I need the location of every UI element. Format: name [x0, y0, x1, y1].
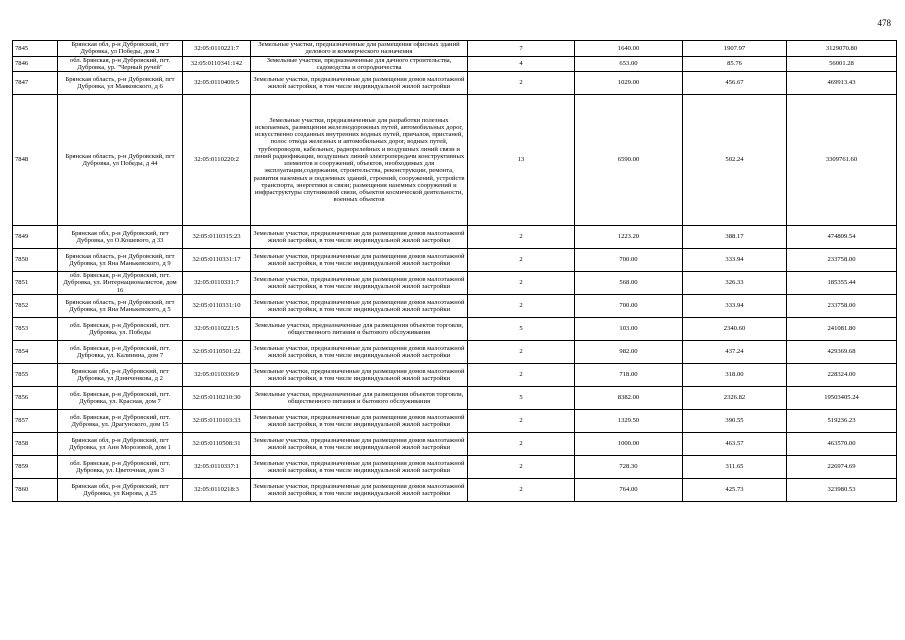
cadastral-value-cell: 185355.44 — [787, 272, 897, 295]
table-row — [13, 226, 897, 249]
cadastral-value-cell: 3129070.80 — [787, 41, 897, 57]
category-cell: 5 — [468, 387, 575, 410]
address-cell: Брянская обл, р-н Дубровский, пгт Дубровка, ул Кирова, д 25 — [58, 479, 183, 502]
row-number-cell: 7858 — [13, 433, 58, 456]
category-cell: 4 — [468, 56, 575, 72]
cadastral-value-cell: 323980.53 — [787, 479, 897, 502]
land-registry-table — [12, 40, 897, 502]
land-use-cell: Земельные участки, предназначенные для дачного строительства, садоводства и огородничества — [251, 56, 468, 72]
category-cell: 2 — [468, 433, 575, 456]
area-cell: 982.00 — [575, 341, 683, 364]
address-cell: Брянская область, р-н Дубровский, пгт Дубровка, ул Яна Манькевского, д 5 — [58, 295, 183, 318]
land-use-cell: Земельные участки, предназначенные для размещения объектов торговли, общественного питания и бытового обслуживания — [251, 318, 468, 341]
table-body — [13, 41, 897, 502]
table-row — [13, 72, 897, 95]
row-number-cell: 7845 — [13, 41, 58, 57]
land-use-cell: Земельные участки, предназначенные для размещения домов малоэтажной жилой застройки, в том числе индивидуальной жилой застройки — [251, 364, 468, 387]
unit-value-cell: 2326.82 — [683, 387, 787, 410]
cadastral-number-cell: 32:05:0110218:3 — [183, 479, 251, 502]
land-use-cell: Земельные участки, предназначенные для размещения домов малоэтажной жилой застройки, в том числе индивидуальной жилой застройки — [251, 433, 468, 456]
cadastral-value-cell: 233758.00 — [787, 295, 897, 318]
land-use-cell: Земельные участки, предназначенные для размещения домов малоэтажной жилой застройки, в том числе индивидуальной жилой застройки — [251, 341, 468, 364]
land-use-cell: Земельные участки, предназначенные для размещения домов малоэтажной жилой застройки, в том числе индивидуальной жилой застройки — [251, 226, 468, 249]
unit-value-cell: 388.17 — [683, 226, 787, 249]
cadastral-number-cell: 32:05:0110501:22 — [183, 341, 251, 364]
land-use-cell: Земельные участки, предназначенные для размещения домов малоэтажной жилой застройки, в том числе индивидуальной жилой застройки — [251, 479, 468, 502]
category-cell: 2 — [468, 364, 575, 387]
land-use-cell: Земельные участки, предназначенные для размещения объектов торговли, общественного питания и бытового обслуживания — [251, 387, 468, 410]
category-cell: 5 — [468, 318, 575, 341]
address-cell: Брянская обл, р-н Дубровский, пгт Дубровка, ул Дзинченкова, д 2 — [58, 364, 183, 387]
cadastral-number-cell: 32:05:0110331:17 — [183, 249, 251, 272]
cadastral-value-cell: 469913.43 — [787, 72, 897, 95]
area-cell: 6590.00 — [575, 95, 683, 226]
area-cell: 1029.00 — [575, 72, 683, 95]
cadastral-value-cell: 429369.68 — [787, 341, 897, 364]
address-cell: обл. Брянская, р-н Дубровский, пгт. Дубровка, ул. Красная, дом 7 — [58, 387, 183, 410]
category-cell: 2 — [468, 410, 575, 433]
category-cell: 2 — [468, 249, 575, 272]
area-cell: 103.00 — [575, 318, 683, 341]
cadastral-number-cell: 32:05:0110220:2 — [183, 95, 251, 226]
cadastral-value-cell: 228324.00 — [787, 364, 897, 387]
address-cell: Брянская область, р-н Дубровский, пгт Дубровка, ул Яна Манькевского, д 9 — [58, 249, 183, 272]
cadastral-value-cell: 3309761.60 — [787, 95, 897, 226]
page-number: 478 — [877, 18, 891, 28]
category-cell: 2 — [468, 226, 575, 249]
cadastral-number-cell: 32:05:0110331:10 — [183, 295, 251, 318]
cadastral-number-cell: 32:05:0110221:5 — [183, 318, 251, 341]
row-number-cell: 7853 — [13, 318, 58, 341]
land-use-cell: Земельные участки, предназначенные для размещения домов малоэтажной жилой застройки, в том числе индивидуальной жилой застройки — [251, 272, 468, 295]
unit-value-cell: 333.94 — [683, 249, 787, 272]
land-use-cell: Земельные участки, предназначенные для размещения домов малоэтажной жилой застройки, в том числе индивидуальной жилой застройки — [251, 72, 468, 95]
table-row — [13, 387, 897, 410]
land-use-cell: Земельные участки, предназначенные для размещения домов малоэтажной жилой застройки, в том числе индивидуальной жилой застройки — [251, 456, 468, 479]
category-cell: 2 — [468, 456, 575, 479]
address-cell: обл. Брянская, р-н Дубровский, пгт. Дубровка, ул. Цветочная, дом 3 — [58, 456, 183, 479]
address-cell: Брянская обл, р-н Дубровский, пгт Дубровка, ул О.Кошевого, д 33 — [58, 226, 183, 249]
land-use-cell: Земельные участки, предназначенные для размещения домов малоэтажной жилой застройки, в том числе индивидуальной жилой застройки — [251, 249, 468, 272]
cadastral-value-cell: 474809.54 — [787, 226, 897, 249]
table-row — [13, 95, 897, 226]
table-row — [13, 41, 897, 57]
row-number-cell: 7846 — [13, 56, 58, 72]
land-use-cell: Земельные участки, предназначенные для разработки полезных ископаемых, размещения железнодорожных путей, автомобильных дорог, искусственно созданных внутренних водных путей, причалов, пристаней, полос отвода железных и автомобильных дорог, водных путей, трубопроводов, кабельных, радиорелейных и воздушных линий связи и линий радиофикации, воздушных линий электропередачи конструктивных элементов и сооружений, объектов, необходимых для эксплуатации,содержания, строительства, реконструкции, ремонта, развития наземных и подземных зданий, строений, сооружений, устройств транспорта, энергетики и связи; размещения наземных сооружений и инфраструктуры спутниковой связи, объектов космической деятельности, военных объектов — [251, 95, 468, 226]
cadastral-number-cell: 32:05:0110210:30 — [183, 387, 251, 410]
address-cell: обл. Брянская, р-н Дубровский, пгт. Дубровка, ул. Калинина, дом 7 — [58, 341, 183, 364]
area-cell: 1223.20 — [575, 226, 683, 249]
category-cell: 2 — [468, 479, 575, 502]
table-row — [13, 456, 897, 479]
cadastral-number-cell: 32:05:0110337:1 — [183, 456, 251, 479]
unit-value-cell: 1907.97 — [683, 41, 787, 57]
row-number-cell: 7852 — [13, 295, 58, 318]
address-cell: Брянская область, р-н Дубровский, пгт Дубровка, ул Победы, д 44 — [58, 95, 183, 226]
area-cell: 764.00 — [575, 479, 683, 502]
land-use-cell: Земельные участки, предназначенные для размещения офисных зданий делового и коммерческого назначения — [251, 41, 468, 57]
category-cell: 2 — [468, 272, 575, 295]
unit-value-cell: 333.94 — [683, 295, 787, 318]
cadastral-number-cell: 32:05:0110221:7 — [183, 41, 251, 57]
unit-value-cell: 85.76 — [683, 56, 787, 72]
address-cell: обл. Брянская, р-н Дубровский, пгт. Дубровка, ур. "Черный ручей" — [58, 56, 183, 72]
area-cell: 1640.00 — [575, 41, 683, 57]
table-row — [13, 318, 897, 341]
area-cell: 718.00 — [575, 364, 683, 387]
table-row — [13, 56, 897, 72]
table-row — [13, 249, 897, 272]
table-row — [13, 364, 897, 387]
row-number-cell: 7848 — [13, 95, 58, 226]
cadastral-number-cell: 32:05:0110103:33 — [183, 410, 251, 433]
cadastral-value-cell: 226974.69 — [787, 456, 897, 479]
cadastral-number-cell: 32:05:0110315:23 — [183, 226, 251, 249]
cadastral-value-cell: 233758.00 — [787, 249, 897, 272]
address-cell: Брянская область, р-н Дубровский, пгт Дубровка, ул Маяковского, д 6 — [58, 72, 183, 95]
area-cell: 653.00 — [575, 56, 683, 72]
row-number-cell: 7857 — [13, 410, 58, 433]
row-number-cell: 7850 — [13, 249, 58, 272]
category-cell: 2 — [468, 72, 575, 95]
row-number-cell: 7847 — [13, 72, 58, 95]
cadastral-number-cell: 32:05:0110331:7 — [183, 272, 251, 295]
row-number-cell: 7854 — [13, 341, 58, 364]
area-cell: 728.30 — [575, 456, 683, 479]
area-cell: 1329.50 — [575, 410, 683, 433]
area-cell: 568.00 — [575, 272, 683, 295]
unit-value-cell: 463.57 — [683, 433, 787, 456]
row-number-cell: 7856 — [13, 387, 58, 410]
unit-value-cell: 502.24 — [683, 95, 787, 226]
cadastral-number-cell: 32:05:0110341:142 — [183, 56, 251, 72]
address-cell: обл. Брянская, р-н Дубровский, пгт. Дубровка, ул. Интернационалистов, дом 16 — [58, 272, 183, 295]
address-cell: Брянская обл, р-н Дубровский, пгт Дубровка, ул Победы, дом 3 — [58, 41, 183, 57]
unit-value-cell: 390.55 — [683, 410, 787, 433]
category-cell: 7 — [468, 41, 575, 57]
table-row — [13, 341, 897, 364]
row-number-cell: 7855 — [13, 364, 58, 387]
category-cell: 13 — [468, 95, 575, 226]
cadastral-value-cell: 519236.23 — [787, 410, 897, 433]
category-cell: 2 — [468, 295, 575, 318]
cadastral-value-cell: 241081.80 — [787, 318, 897, 341]
unit-value-cell: 456.67 — [683, 72, 787, 95]
cadastral-number-cell: 32:05:0110508:31 — [183, 433, 251, 456]
area-cell: 700.00 — [575, 295, 683, 318]
unit-value-cell: 425.73 — [683, 479, 787, 502]
row-number-cell: 7860 — [13, 479, 58, 502]
unit-value-cell: 2340.60 — [683, 318, 787, 341]
category-cell: 2 — [468, 341, 575, 364]
table-row — [13, 272, 897, 295]
unit-value-cell: 326.33 — [683, 272, 787, 295]
unit-value-cell: 311.65 — [683, 456, 787, 479]
area-cell: 8382.00 — [575, 387, 683, 410]
cadastral-value-cell: 19503405.24 — [787, 387, 897, 410]
table-row — [13, 410, 897, 433]
cadastral-number-cell: 32:05:0110336:9 — [183, 364, 251, 387]
address-cell: обл. Брянская, р-н Дубровский, пгт. Дубровка, ул. Победы — [58, 318, 183, 341]
row-number-cell: 7859 — [13, 456, 58, 479]
unit-value-cell: 318.00 — [683, 364, 787, 387]
unit-value-cell: 437.24 — [683, 341, 787, 364]
table-row — [13, 295, 897, 318]
area-cell: 700.00 — [575, 249, 683, 272]
land-use-cell: Земельные участки, предназначенные для размещения домов малоэтажной жилой застройки, в том числе индивидуальной жилой застройки — [251, 410, 468, 433]
table-row — [13, 433, 897, 456]
cadastral-number-cell: 32:05:0110409:5 — [183, 72, 251, 95]
cadastral-value-cell: 463570.00 — [787, 433, 897, 456]
row-number-cell: 7849 — [13, 226, 58, 249]
table-row — [13, 479, 897, 502]
row-number-cell: 7851 — [13, 272, 58, 295]
area-cell: 1000.00 — [575, 433, 683, 456]
address-cell: Брянская обл, р-н Дубровский, пгт Дубровка, ул Анн Морозовой, дом 1 — [58, 433, 183, 456]
land-use-cell: Земельные участки, предназначенные для размещения домов малоэтажной жилой застройки, в том числе индивидуальной жилой застройки — [251, 295, 468, 318]
address-cell: обл. Брянская, р-н Дубровский, пгт. Дубровка, ул. Драгунского, дом 15 — [58, 410, 183, 433]
cadastral-value-cell: 56001.28 — [787, 56, 897, 72]
